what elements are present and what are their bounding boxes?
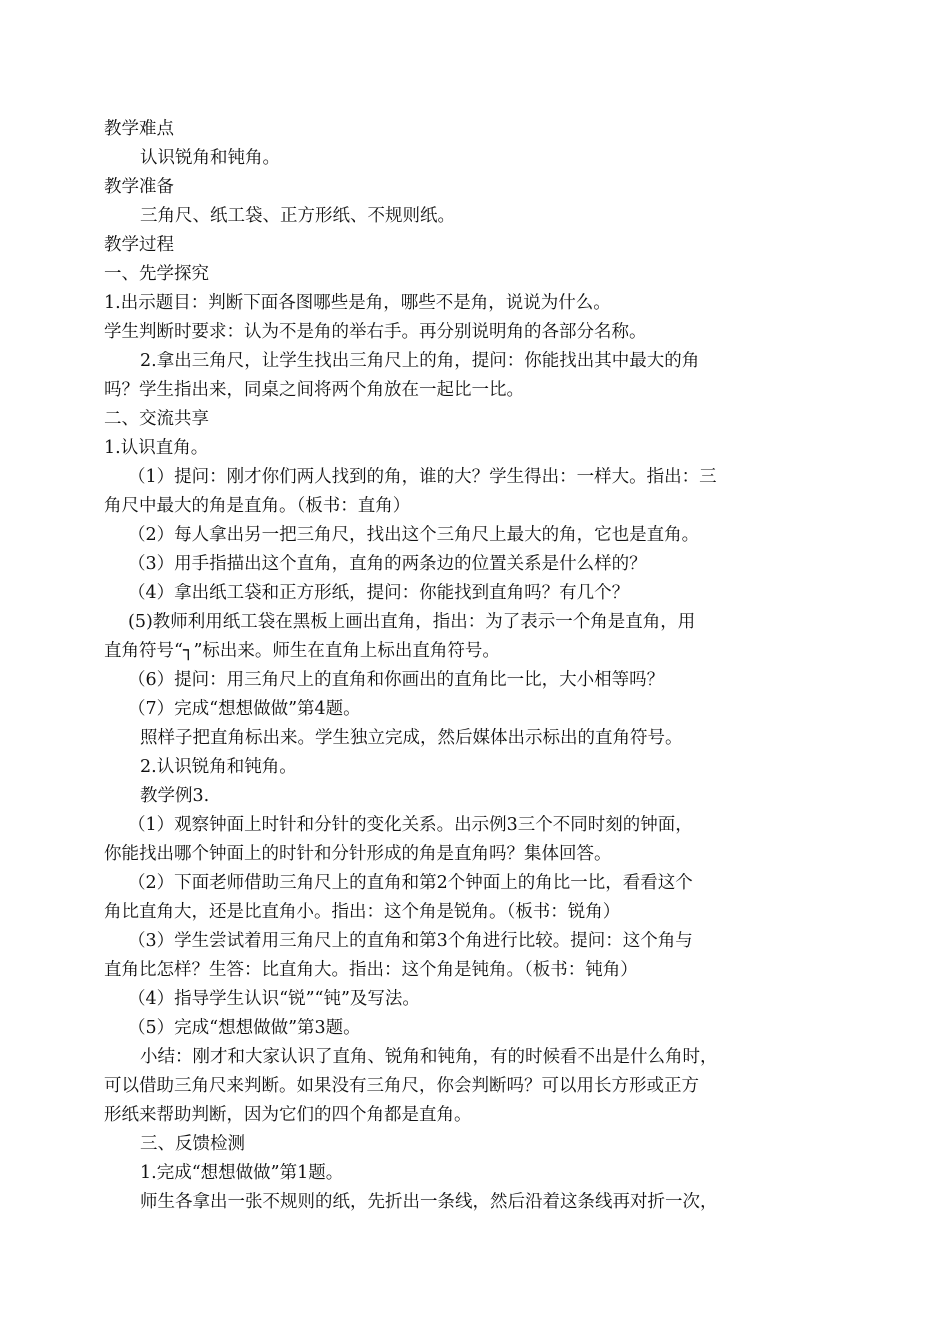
paragraph: 师生各拿出一张不规则的纸，先折出一条线，然后沿着这条线再对折一次， bbox=[140, 1192, 718, 1212]
paragraph: (5)教师利用纸工袋在黑板上画出直角，指出：为了表示一个角是直角，用 bbox=[128, 612, 696, 632]
paragraph: 吗？学生指出来，同桌之间将两个角放在一起比一比。 bbox=[104, 380, 524, 400]
paragraph: 2.拿出三角尺，让学生找出三角尺上的角，提问：你能找出其中最大的角 bbox=[140, 351, 700, 371]
paragraph: 2.认识锐角和钝角。 bbox=[140, 757, 297, 777]
paragraph: （3）用手指描出这个直角，直角的两条边的位置关系是什么样的？ bbox=[128, 554, 647, 574]
paragraph: 形纸来帮助判断，因为它们的四个角都是直角。 bbox=[104, 1105, 472, 1125]
section-heading-1: 一、先学探究 bbox=[104, 264, 209, 284]
paragraph: 教学例3. bbox=[140, 786, 210, 806]
paragraph: 角尺中最大的角是直角。（板书：直角） bbox=[104, 496, 411, 516]
paragraph: （5）完成“想想做做”第3题。 bbox=[128, 1018, 361, 1038]
paragraph: （4）拿出纸工袋和正方形纸，提问：你能找到直角吗？有几个？ bbox=[128, 583, 630, 603]
paragraph: （4）指导学生认识“锐”“钝”及写法。 bbox=[128, 989, 420, 1009]
paragraph: 认识锐角和钝角。 bbox=[140, 148, 280, 168]
paragraph: 你能找出哪个钟面上的时针和分针形成的角是直角吗？集体回答。 bbox=[104, 844, 612, 864]
paragraph: （2）下面老师借助三角尺上的直角和第2个钟面上的角比一比，看看这个 bbox=[128, 873, 693, 893]
heading-teaching-preparation: 教学准备 bbox=[104, 177, 174, 197]
heading-teaching-difficulty: 教学难点 bbox=[104, 119, 174, 139]
heading-teaching-process: 教学过程 bbox=[104, 235, 174, 255]
paragraph: 直角符号“┐”标出来。师生在直角上标出直角符号。 bbox=[104, 641, 500, 661]
section-heading-3: 三、反馈检测 bbox=[140, 1134, 245, 1154]
paragraph: （2）每人拿出另一把三角尺，找出这个三角尺上最大的角，它也是直角。 bbox=[128, 525, 700, 545]
section-heading-2: 二、交流共享 bbox=[104, 409, 209, 429]
paragraph: 1.认识直角。 bbox=[104, 438, 209, 458]
paragraph: （7）完成“想想做做”第4题。 bbox=[128, 699, 361, 719]
paragraph: 三角尺、纸工袋、正方形纸、不规则纸。 bbox=[140, 206, 455, 226]
paragraph: 可以借助三角尺来判断。如果没有三角尺，你会判断吗？可以用长方形或正方 bbox=[104, 1076, 699, 1096]
paragraph: 直角比怎样？生答：比直角大。指出：这个角是钝角。（板书：钝角） bbox=[104, 960, 638, 980]
paragraph: （1）提问：刚才你们两人找到的角，谁的大？学生得出：一样大。指出：三 bbox=[128, 467, 717, 487]
paragraph: 学生判断时要求：认为不是角的举右手。再分别说明角的各部分名称。 bbox=[104, 322, 647, 342]
paragraph: （1）观察钟面上时针和分针的变化关系。出示例3三个不同时刻的钟面， bbox=[128, 815, 693, 835]
paragraph: 1.完成“想想做做”第1题。 bbox=[140, 1163, 344, 1183]
paragraph: （6）提问：用三角尺上的直角和你画出的直角比一比，大小相等吗？ bbox=[128, 670, 665, 690]
paragraph: 角比直角大，还是比直角小。指出：这个角是锐角。（板书：锐角） bbox=[104, 902, 621, 922]
paragraph: （3）学生尝试着用三角尺上的直角和第3个角进行比较。提问：这个角与 bbox=[128, 931, 693, 951]
paragraph: 照样子把直角标出来。学生独立完成，然后媒体出示标出的直角符号。 bbox=[140, 728, 683, 748]
paragraph: 1.出示题目：判断下面各图哪些是角，哪些不是角，说说为什么。 bbox=[104, 293, 611, 313]
paragraph: 小结：刚才和大家认识了直角、锐角和钝角，有的时候看不出是什么角时， bbox=[140, 1047, 718, 1067]
